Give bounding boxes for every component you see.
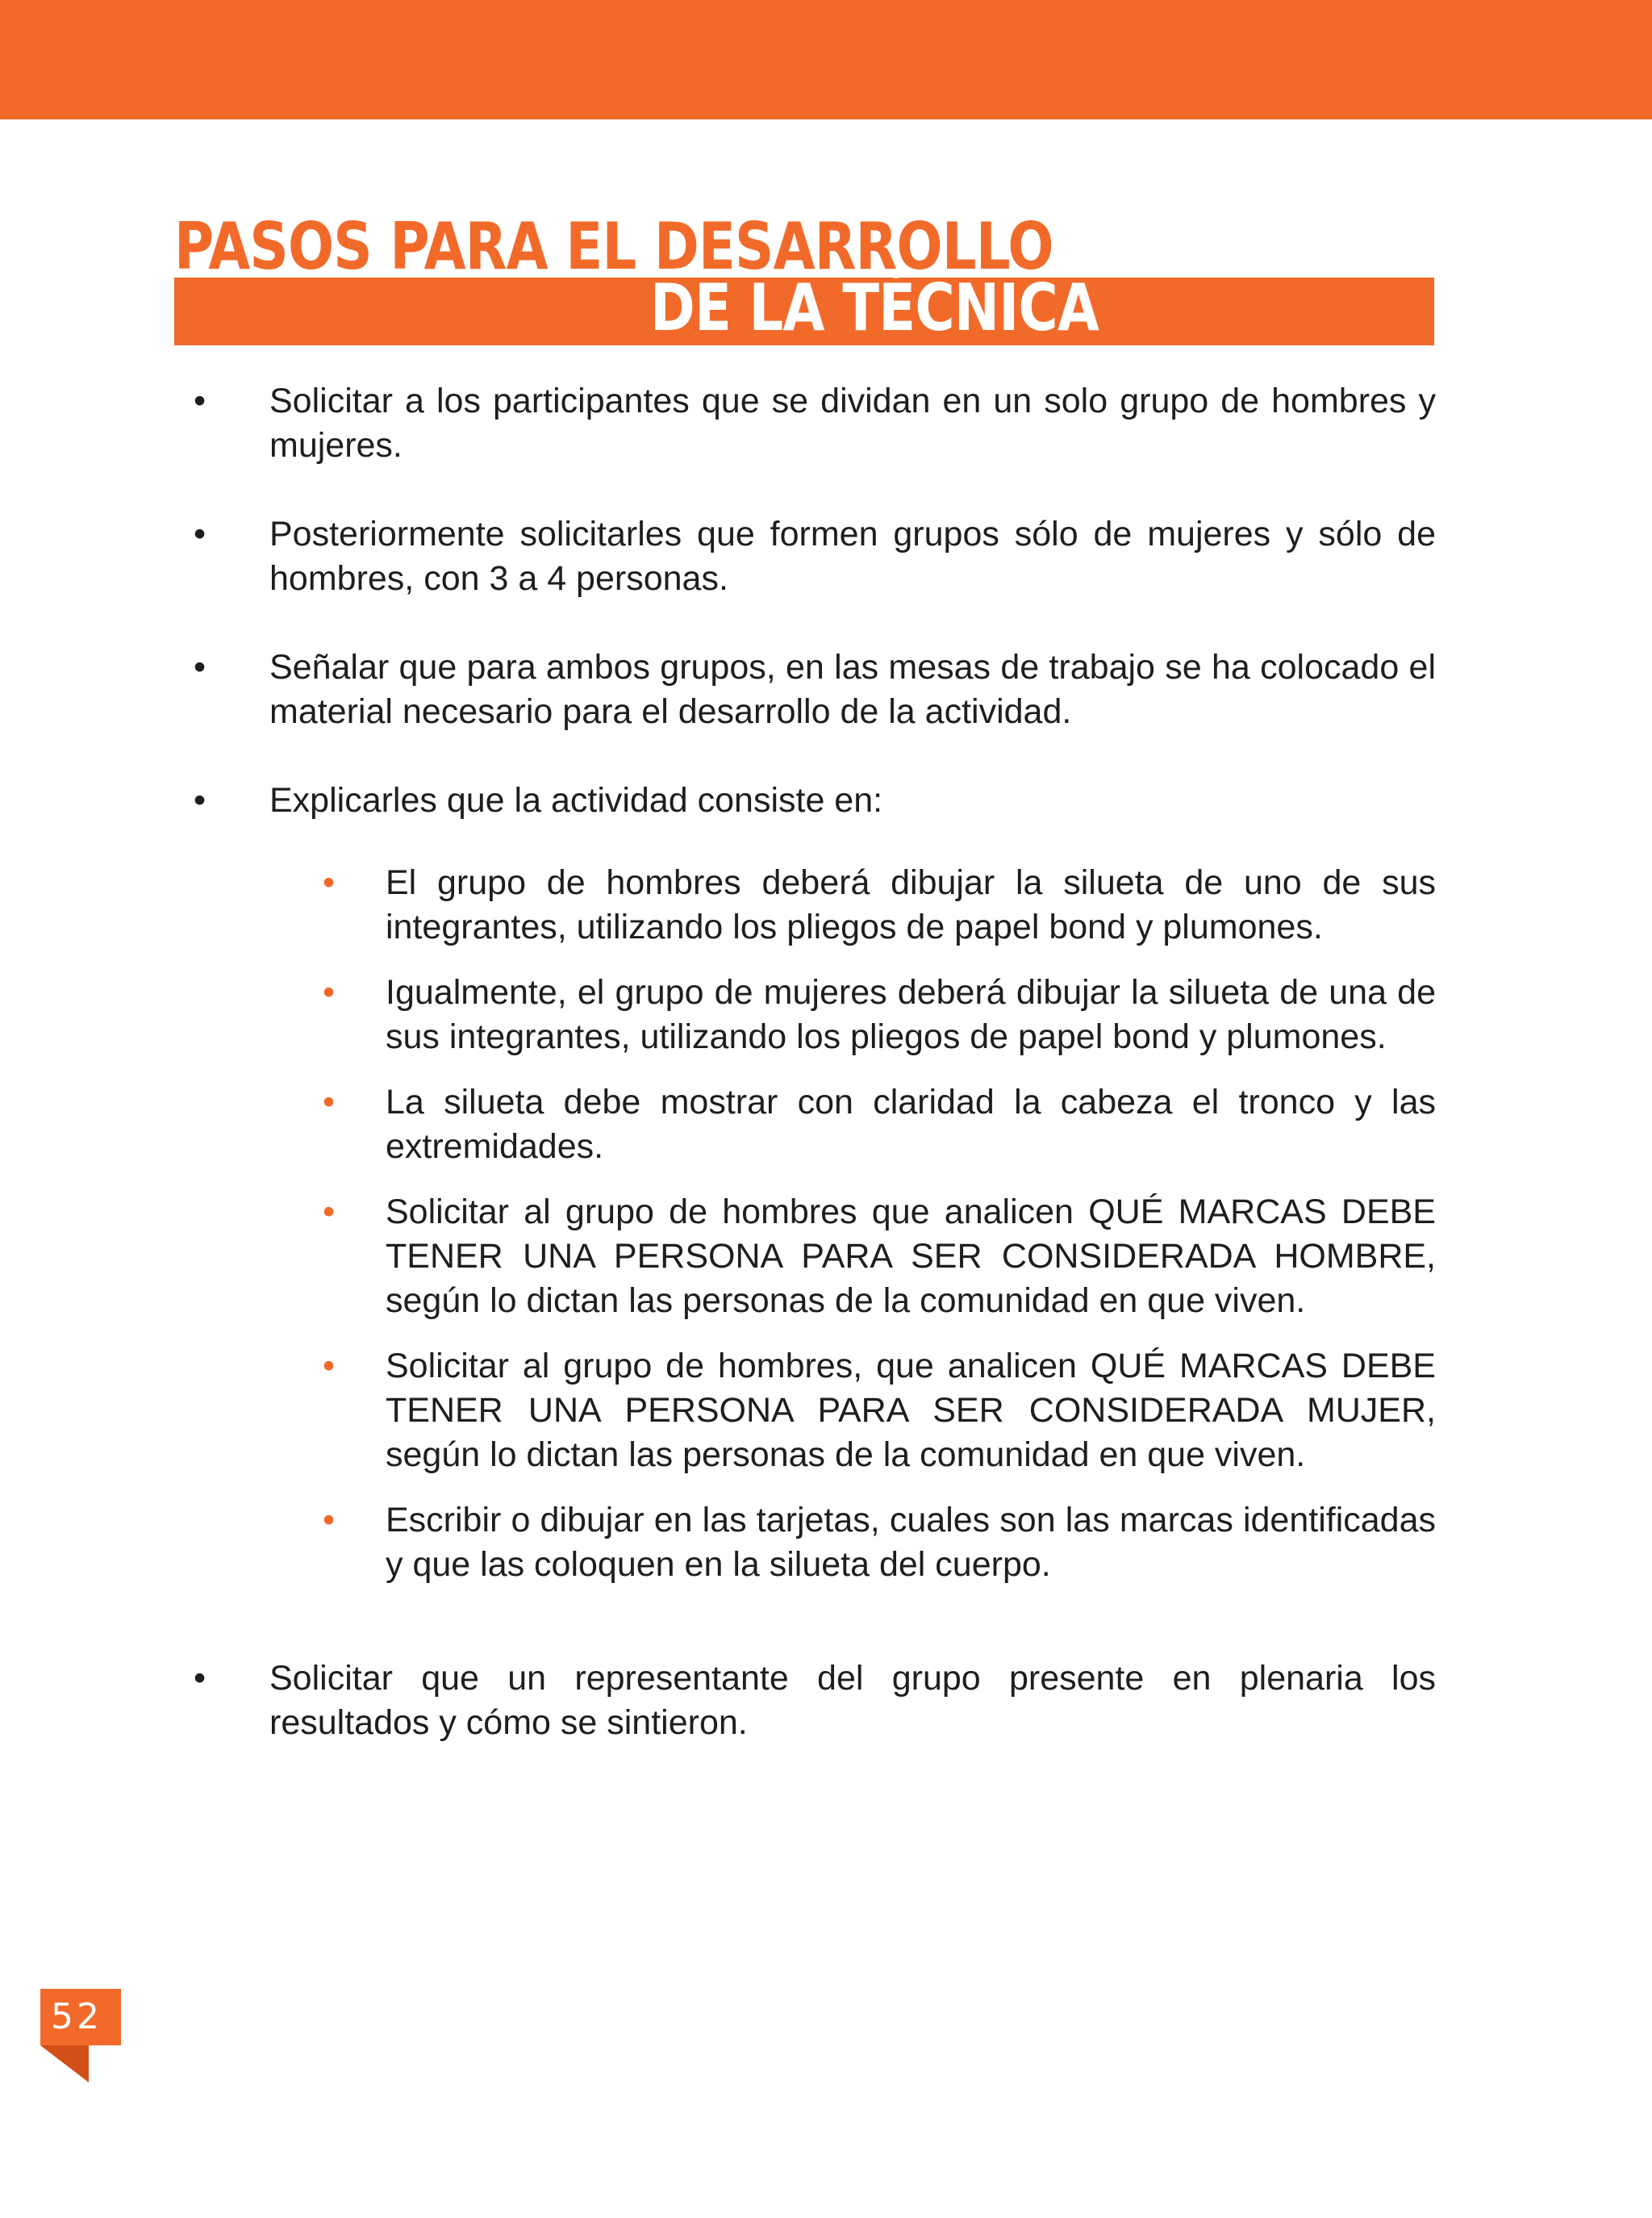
sub-list-item-text: La silueta debe mostrar con claridad la cabeza el tronco y las extremidades. (386, 1083, 1436, 1166)
orange-bullet-icon: • (323, 973, 336, 1012)
list-item-text: Solicitar a los participantes que se dividan en un solo grupo de hombres y mujeres. (269, 382, 1436, 465)
bullet-icon: • (194, 781, 206, 820)
section-title (174, 208, 1434, 345)
list-item (194, 1656, 1436, 1745)
list-item (194, 779, 1436, 823)
title-line-1: PASOS PARA EL DESARROLLO (174, 209, 1053, 284)
sub-list-item (323, 1344, 1436, 1477)
sub-list-item-text: Igualmente, el grupo de mujeres deberá dibujar la silueta de una de sus integrantes, utilizando los pliegos de papel bond y plumones. (386, 973, 1436, 1056)
list-item (194, 379, 1436, 468)
sub-list-item-text: Escribir o dibujar en las tarjetas, cuales son las marcas identificadas y que las coloquen en la silueta del cuerpo. (386, 1501, 1436, 1584)
list-item-text: Señalar que para ambos grupos, en las mesas de trabajo se ha colocado el material necesario para el desarrollo de la actividad. (269, 648, 1436, 731)
page-tab-fold-icon (40, 2045, 90, 2084)
list-item (194, 645, 1436, 734)
sub-list-item (323, 1080, 1436, 1169)
sub-list-item (323, 1498, 1436, 1587)
bullet-icon: • (194, 515, 206, 553)
bullet-icon: • (194, 382, 206, 420)
list-item-text: Explicarles que la actividad consiste en: (269, 781, 883, 820)
list-item (194, 512, 1436, 601)
bullet-icon: • (194, 1659, 206, 1698)
sub-list-item (323, 861, 1436, 950)
page-number: 52 (51, 1996, 102, 2037)
sub-list-item-text: Solicitar al grupo de hombres que analicen QUÉ MARCAS DEBE TENER UNA PERSONA PARA SER CONSIDERADA HOMBRE, según lo dictan las personas de la comunidad en que viven. (386, 1193, 1436, 1320)
list-item-text: Solicitar que un representante del grupo presente en plenaria los resultados y cómo se sintieron. (269, 1659, 1436, 1742)
sub-list-item (323, 971, 1436, 1059)
orange-bullet-icon: • (323, 1083, 336, 1122)
orange-bullet-icon: • (323, 1193, 336, 1231)
orange-bullet-icon: • (323, 1501, 336, 1539)
sub-list-item-text: Solicitar al grupo de hombres, que analicen QUÉ MARCAS DEBE TENER UNA PERSONA PARA SER CONSIDERADA MUJER, según lo dictan las personas de la comunidad en que viven. (386, 1347, 1436, 1474)
orange-bullet-icon: • (323, 1347, 336, 1385)
header-band (0, 0, 1652, 119)
sub-list (323, 861, 1436, 1587)
orange-bullet-icon: • (323, 863, 336, 902)
bullet-icon: • (194, 648, 206, 687)
list-item-text: Posteriormente solicitarles que formen grupos sólo de mujeres y sólo de hombres, con 3 a 4 personas. (269, 515, 1436, 598)
steps-list (194, 379, 1436, 1745)
sub-list-item (323, 1190, 1436, 1323)
sub-list-item-text: El grupo de hombres deberá dibujar la silueta de uno de sus integrantes, utilizando los pliegos de papel bond y plumones. (386, 863, 1436, 946)
title-line-2: DE LA TÉCNICA (650, 270, 1099, 345)
